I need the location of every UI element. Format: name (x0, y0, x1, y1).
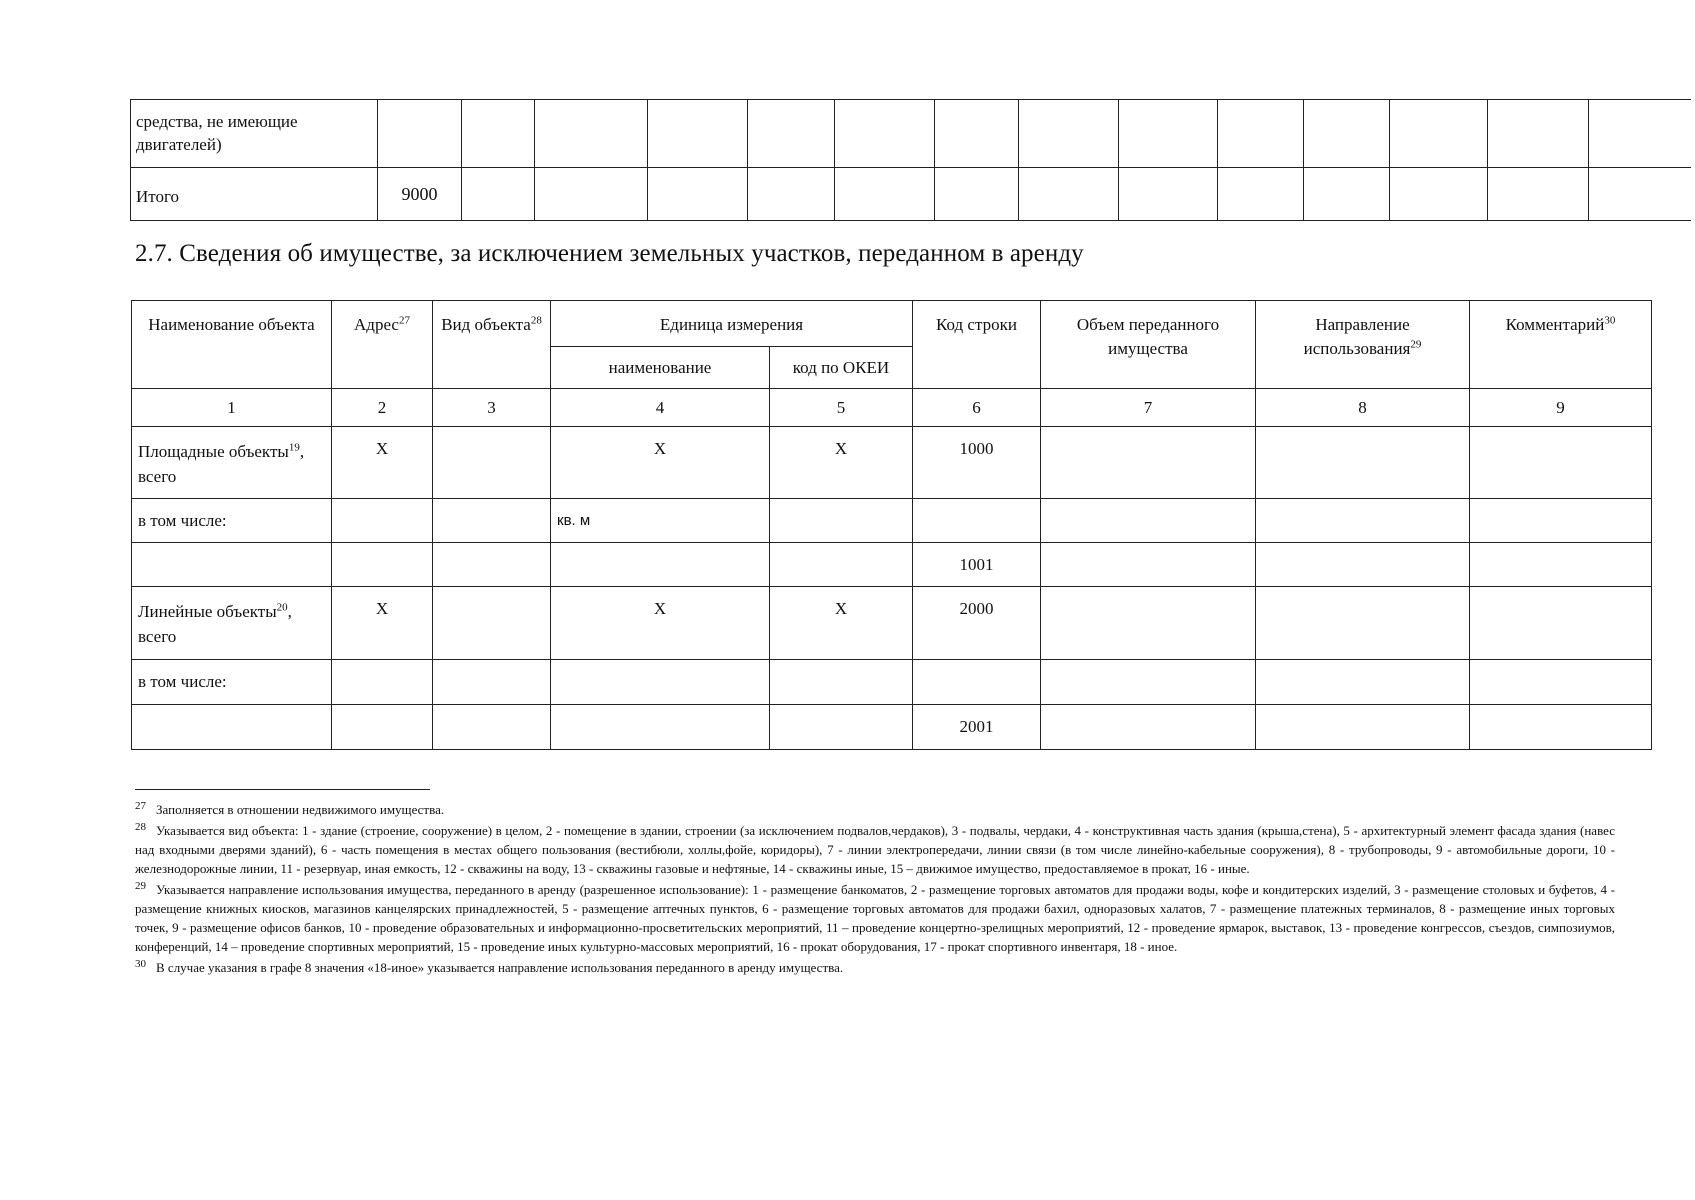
row-code: 2000 (913, 587, 1041, 660)
table-row (131, 100, 1691, 168)
row-code (913, 499, 1041, 543)
header-comment: Комментарий$^{30}$ (1470, 301, 1652, 389)
column-number: 3 (433, 389, 551, 427)
header-name: Наименование объекта (132, 301, 332, 389)
header-unit-name: наименование (551, 347, 770, 389)
row-code (913, 660, 1041, 705)
column-number: 4 (551, 389, 770, 427)
footnote-separator (135, 789, 430, 790)
row-code: 9000 (378, 168, 462, 221)
header-direction: Направление использования$^{29}$ (1256, 301, 1470, 389)
row-label: средства, не имеющие двигателей) (131, 100, 378, 168)
footnote: $^{27}$ Заполняется в отношении недвижимого имущества. (135, 799, 445, 817)
footnote: $^{30}$ В случае указания в графе 8 значения «18-иное» указывается направление использования переданного в аренду имущества. (135, 957, 844, 975)
row-address: X (332, 587, 433, 660)
row-code: 1000 (913, 427, 1041, 499)
table-row (132, 499, 1652, 543)
column-number: 6 (913, 389, 1041, 427)
header-unit-code: код по ОКЕИ (770, 347, 913, 389)
row-code: 2001 (913, 705, 1041, 750)
header-address: Адрес$^{27}$ (332, 301, 433, 389)
footnote: $^{28}$ Указывается вид объекта: 1 - здание (строение, сооружение) в целом, 2 - помещение в здании, строении (за исключением подвалов,чердаков), 3 - подвалы, чердаки, 4 - конструктивная часть здания (крыша,стена), 5 - архитектурный элемент фасада здания (навес над входными дверями зданий), 6 - часть помещения в местах общего пользования (вестибюли, холлы,фойе, коридоры), 7 - линии электропередачи, линии связи (в том числе линейно-кабельные сооружения), 8 - трубопроводы, 9 - автомобильные дороги, 10 - железнодорожные линии, 11 - резервуар, иная емкость, 12 - скважины на воду, 13 - скважины газовые и нефтяные, 14 - скважины иные, 15 – движимое имущество, предоставляемое в прокат, 16 - иные. (135, 820, 1615, 876)
previous-table-fragment (130, 99, 1691, 221)
row-name: Площадные объекты$^{19}$, всего (132, 427, 332, 499)
row-code: 1001 (913, 543, 1041, 587)
column-number: 8 (1256, 389, 1470, 427)
row-address: X (332, 427, 433, 499)
row-code (378, 100, 462, 168)
header-row (132, 301, 1652, 347)
row-label: Итого (131, 168, 378, 221)
column-number: 1 (132, 389, 332, 427)
table-row (132, 660, 1652, 705)
table-row (132, 587, 1652, 660)
row-unit-name: X (551, 587, 770, 660)
row-unit-code: X (770, 587, 913, 660)
leased-property-table (131, 300, 1652, 750)
column-numbers-row (132, 389, 1652, 427)
header-volume: Объем переданного имущества (1041, 301, 1256, 389)
row-name: в том числе: (132, 499, 332, 543)
column-number: 9 (1470, 389, 1652, 427)
column-number: 5 (770, 389, 913, 427)
header-unit: Единица измерения (551, 301, 913, 347)
footnote: $^{29}$ Указывается направление использования имущества, переданного в аренду (разрешенное использование): 1 - размещение банкоматов, 2 - размещение торговых автоматов для продажи воды, кофе и кондитерских изделий, 3 - размещение столовых и буфетов, 4 - размещение книжных киосков, магазинов канцелярских принадлежностей, 5 - размещение аптечных пунктов, 6 - размещение торговых автоматов для продажи бахил, одноразовых халатов, 7 - размещение платежных терминалов, 8 - размещение иных торговых точек, 9 - размещение офисов банков, 10 - проведение образовательных и информационно-просветительских мероприятий, 11 – проведение концертно-зрелищных мероприятий, 12 - проведение ярмарок, выставок, 13 - проведение конгрессов, съездов, симпозиумов, конференций, 14 – проведение спортивных мероприятий, 15 - проведение иных культурно-массовых мероприятий, 16 - прокат оборудования, 17 - прокат спортивного инвентаря, 18 - иное. (135, 879, 1615, 954)
section-title: 2.7. Сведения об имуществе, за исключением земельных участков, переданном в аренду (135, 240, 1084, 267)
column-number: 7 (1041, 389, 1256, 427)
table-row (132, 427, 1652, 499)
row-name (132, 705, 332, 750)
row-unit-name: кв. м (551, 499, 770, 543)
header-row-code: Код строки (913, 301, 1041, 389)
row-name (132, 543, 332, 587)
row-unit-name: X (551, 427, 770, 499)
header-type: Вид объекта$^{28}$ (433, 301, 551, 389)
table-row (131, 168, 1691, 221)
row-name: Линейные объекты$^{20}$, всего (132, 587, 332, 660)
row-unit-code: X (770, 427, 913, 499)
table-row (132, 543, 1652, 587)
footnotes (135, 800, 1615, 979)
column-number: 2 (332, 389, 433, 427)
row-name: в том числе: (132, 660, 332, 705)
table-row (132, 705, 1652, 750)
